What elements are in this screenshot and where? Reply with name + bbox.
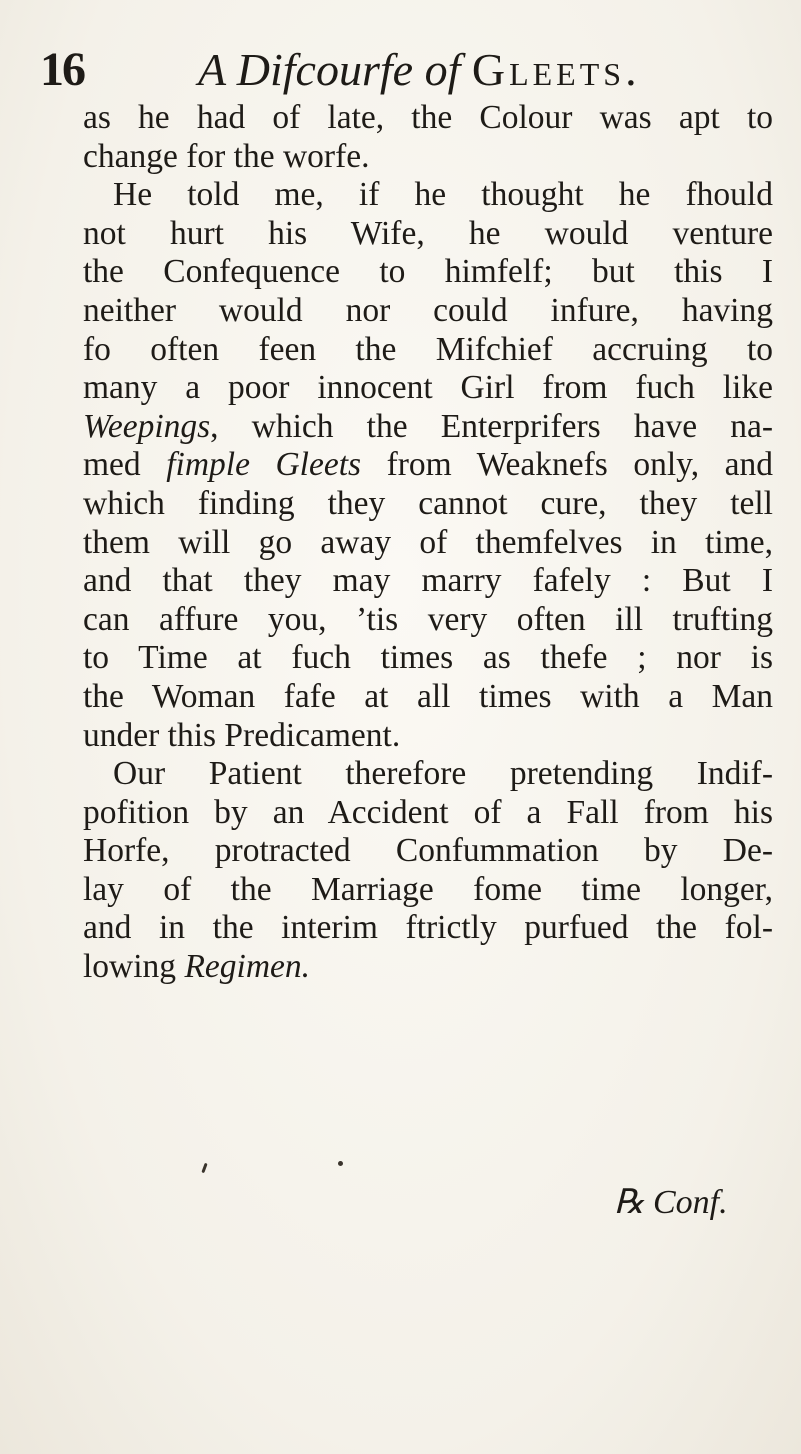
italic-term: Weepings <box>83 407 211 445</box>
text-line: under this Predicament. <box>83 716 401 754</box>
italic-term: fimple Gleets <box>166 446 362 484</box>
text-line: change for the worfe. <box>83 137 370 175</box>
text-line: which finding they cannot cure, they tell <box>83 484 773 522</box>
page-number: 16 <box>40 43 84 96</box>
text-line: and in the interim ftrictly purfued the fol- <box>83 909 773 947</box>
text-line: can affure you, ’tis very often ill trufting <box>83 600 773 638</box>
running-head-of: of <box>424 44 461 95</box>
text-line: the Woman fafe at all times with a Man <box>83 677 773 715</box>
text-line: and that they may marry fafely : But I <box>83 562 773 600</box>
text-line: Horfe, protracted Confummation by De- <box>83 832 773 870</box>
italic-term: Regimen. <box>184 948 311 986</box>
ink-speck <box>338 1161 343 1166</box>
ink-speck <box>201 1163 207 1173</box>
text-line: many a poor innocent Girl from fuch like <box>83 369 773 407</box>
text-line: lowing Regimen. <box>83 948 311 986</box>
paragraph-start-line: Our Patient therefore pretending Indif- <box>113 755 773 793</box>
paragraph-start-line: He told me, if he thought he fhould <box>113 176 773 214</box>
text-line: not hurt his Wife, he would venture <box>83 214 773 252</box>
catchword: ℞ Conf. <box>614 1184 728 1221</box>
running-head-subject: Gleets. <box>471 44 641 95</box>
text-line: pofition by an Accident of a Fall from his <box>83 793 773 831</box>
text-line: them will go away of themfelves in time, <box>83 523 773 561</box>
text-line: to Time at fuch times as thefe ; nor is <box>83 639 773 677</box>
body-text <box>83 99 773 987</box>
text-line: med fimple Gleets from Weaknefs only, and <box>83 446 773 484</box>
text-line: lay of the Marriage fome time longer, <box>83 870 773 908</box>
text-line: neither would nor could infure, having <box>83 291 773 329</box>
text-line: Weepings, which the Enterprifers have na- <box>83 407 773 445</box>
text-line: fo often feen the Mifchief accruing to <box>83 330 773 368</box>
text-line: as he had of late, the Colour was apt to <box>83 99 773 136</box>
page-header <box>40 40 780 100</box>
text-line: the Confequence to himfelf; but this I <box>83 253 773 291</box>
running-head <box>198 40 641 100</box>
running-head-title: A Difcourfe <box>198 44 414 95</box>
